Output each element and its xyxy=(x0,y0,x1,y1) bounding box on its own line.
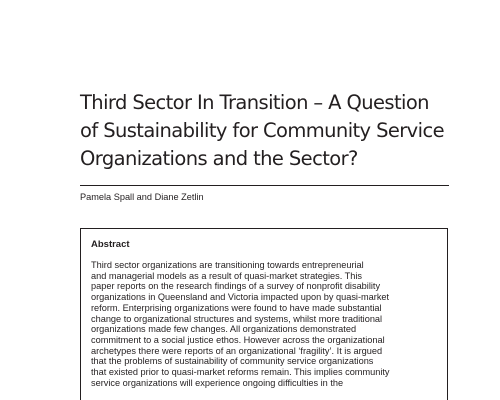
abstract-line: archetypes there were reports of an organizational ‘fragility’. It is argued xyxy=(91,345,383,356)
abstract-line: paper reports on the research findings of a survey of nonprofit disability xyxy=(91,281,381,292)
abstract-line: and managerial models as a result of quasi-market strategies. This xyxy=(91,270,362,281)
author-list: Pamela Spall and Diane Zetlin xyxy=(80,192,204,202)
abstract-line: reform. Enterprising organizations were found to have made substantial xyxy=(91,302,382,313)
title-divider xyxy=(80,185,449,186)
title-line: Organizations and the Sector? xyxy=(80,147,358,170)
abstract-line: that existed prior to quasi-market reforms remain. This implies community xyxy=(91,367,390,378)
title-line: Third Sector In Transition – A Question xyxy=(80,91,429,114)
abstract-line: that the problems of sustainability of community service organizations xyxy=(91,356,374,367)
abstract-line: commitment to a social justice ethos. However across the organizational xyxy=(91,334,385,345)
abstract-line: organizations in Queensland and Victoria impacted upon by quasi-market xyxy=(91,292,390,303)
abstract-box xyxy=(80,228,448,400)
abstract-line: service organizations will experience ongoing difficulties in the xyxy=(91,377,344,388)
abstract-text xyxy=(91,260,443,388)
paper-title xyxy=(80,89,470,173)
abstract-line: Third sector organizations are transitioning towards entrepreneurial xyxy=(91,260,364,270)
abstract-heading: Abstract xyxy=(91,239,130,250)
title-line: of Sustainability for Community Service xyxy=(80,119,444,142)
abstract-line: organizations made few changes. All organizations demonstrated xyxy=(91,324,357,335)
abstract-line: change to organizational structures and systems, whilst more traditional xyxy=(91,313,383,324)
